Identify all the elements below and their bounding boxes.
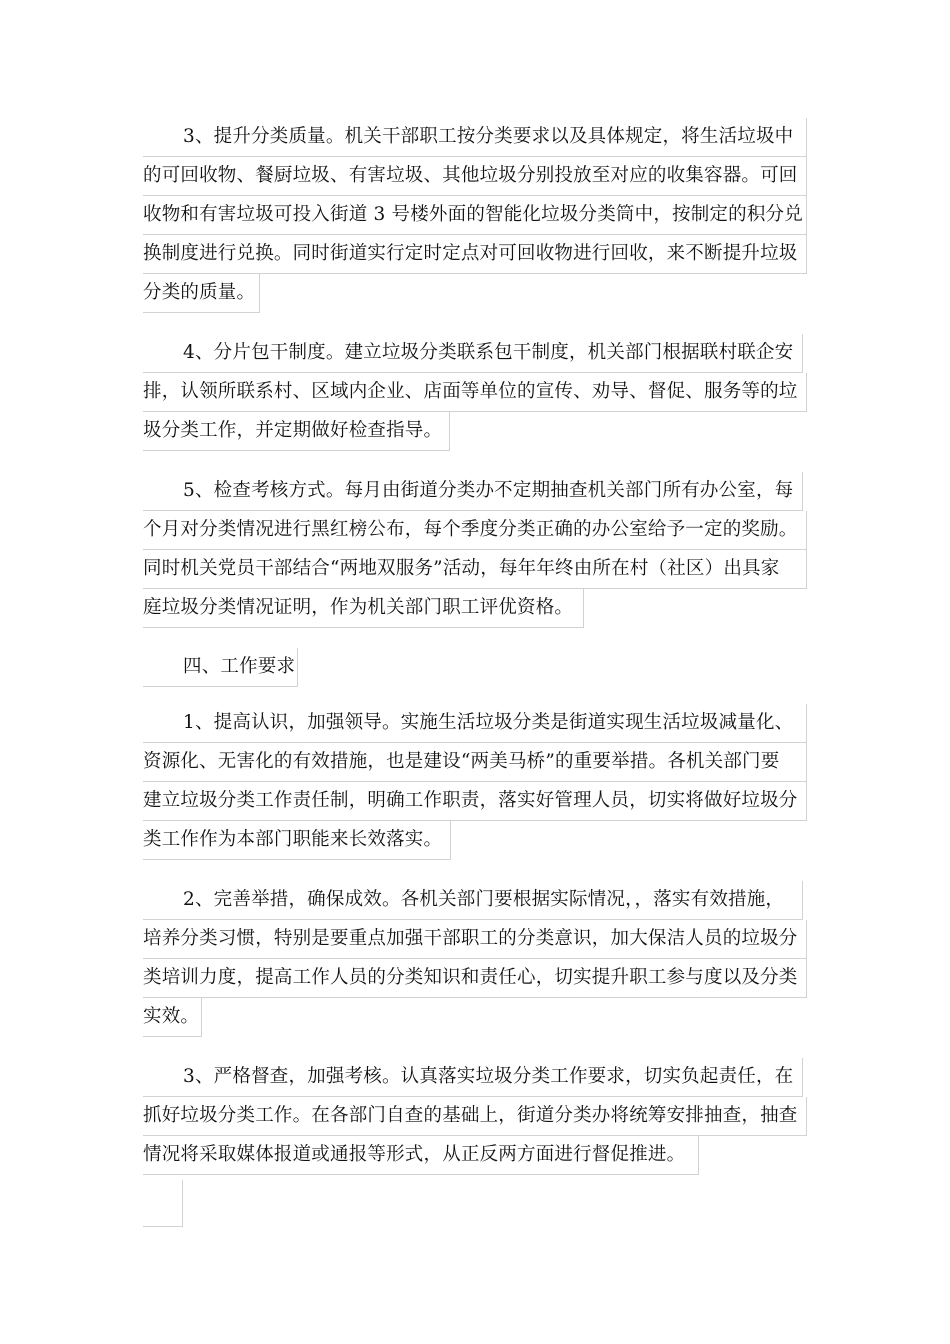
text-line: 4、分片包干制度。建立垃圾分类联系包干制度，机关部门根据联村联企安: [143, 334, 803, 373]
text-line: 抓好垃圾分类工作。在各部门自查的基础上，街道分类办将统筹安排抽查，抽查: [143, 1097, 807, 1136]
text-line: 圾分类工作，并定期做好检查指导。: [143, 412, 450, 451]
paragraph-quality: [143, 118, 809, 313]
text-line: 庭垃圾分类情况证明，作为机关部门职工评优资格。: [143, 589, 584, 628]
text-line: 情况将采取媒体报道或通报等形式，从正反两方面进行督促推进。: [143, 1136, 699, 1175]
text-line: 类工作作为本部门职能来长效落实。: [143, 821, 451, 860]
paragraph-awareness: [143, 704, 809, 860]
heading-text: 四、工作要求: [143, 648, 298, 687]
text-line: 实效。: [143, 998, 202, 1037]
paragraph-supervision: [143, 1058, 809, 1175]
empty-paragraph-marker: [143, 1180, 183, 1227]
text-line: 分类的质量。: [143, 274, 260, 313]
text-line: 建立垃圾分类工作责任制，明确工作职责，落实好管理人员，切实将做好垃圾分: [143, 782, 807, 821]
text-line: 3、严格督查，加强考核。认真落实垃圾分类工作要求，切实负起责任，在: [143, 1058, 803, 1097]
text-line: 类培训力度，提高工作人员的分类知识和责任心，切实提升职工参与度以及分类: [143, 959, 807, 998]
paragraph-zoning: [143, 334, 809, 451]
text-line: 个月对分类情况进行黑红榜公布，每个季度分类正确的办公室给予一定的奖励。: [143, 511, 807, 550]
text-line: 1、提高认识，加强领导。实施生活垃圾分类是街道实现生活垃圾减量化、: [143, 704, 807, 743]
text-line: 收物和有害垃圾可投入街道 3 号楼外面的智能化垃圾分类筒中，按制定的积分兑: [143, 196, 807, 235]
text-line: 换制度进行兑换。同时街道实行定时定点对可回收物进行回收，来不断提升垃圾: [143, 235, 807, 274]
paragraph-inspection: [143, 472, 809, 628]
text-line: 排，认领所联系村、区域内企业、店面等单位的宣传、劝导、督促、服务等的垃: [143, 373, 807, 412]
text-line: 3、提升分类质量。机关干部职工按分类要求以及具体规定，将生活垃圾中: [143, 118, 807, 157]
section-heading: [143, 648, 809, 687]
text-line: 的可回收物、餐厨垃圾、有害垃圾、其他垃圾分别投放至对应的收集容器。可回: [143, 157, 807, 196]
text-line: 同时机关党员干部结合“两地双服务”活动，每年年终由所在村（社区）出具家: [143, 550, 807, 589]
text-line: 培养分类习惯，特别是要重点加强干部职工的分类意识，加大保洁人员的垃圾分: [143, 920, 807, 959]
text-line: 5、检查考核方式。每月由街道分类办不定期抽查机关部门所有办公室，每: [143, 472, 803, 511]
text-line: 资源化、无害化的有效措施，也是建设“两美马桥”的重要举措。各机关部门要: [143, 743, 807, 782]
text-line: 2、完善举措，确保成效。各机关部门要根据实际情况，，落实有效措施，: [143, 881, 803, 920]
paragraph-measures: [143, 881, 809, 1037]
